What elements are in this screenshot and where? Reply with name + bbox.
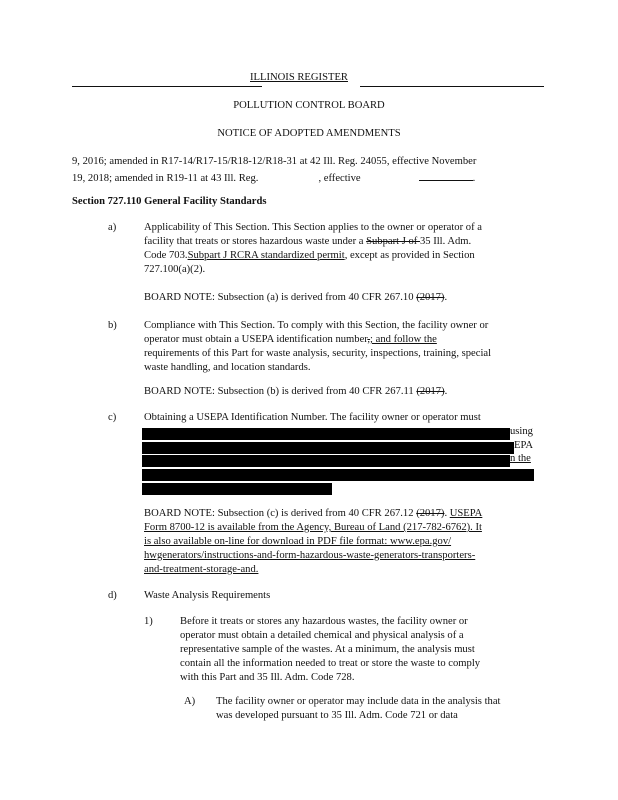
subsection-c-note-line-4: hwgenerators/instructions-and-form-hazardous-waste-generators-transporters-	[144, 550, 476, 561]
paragraph-1-line-5: with this Part and 35 Ill. Adm. Code 728.	[180, 672, 355, 683]
redaction-block-4	[142, 469, 534, 481]
subsection-b-line-4: waste handling, and location standards.	[144, 362, 311, 373]
paragraph-1-line-3: representative sample of the wastes. At a minimum, the analysis must	[180, 644, 475, 655]
subsection-c-fragment-1: using	[510, 426, 533, 437]
redaction-block-5	[142, 483, 332, 495]
header-rule-right	[360, 86, 544, 87]
paragraph-1-line-2: operator must obtain a detailed chemical and physical analysis of a	[180, 630, 464, 641]
board-title: POLLUTION CONTROL BOARD	[233, 100, 385, 111]
register-title: ILLINOIS REGISTER	[250, 72, 348, 83]
effective-date-blank	[419, 170, 473, 181]
subsection-c-line-1: Obtaining a USEPA Identification Number. The facility owner or operator must	[144, 412, 481, 423]
subsection-c-board-note: BOARD NOTE: Subsection (c) is derived from 40 CFR 267.12 (2017). USEPA	[144, 508, 483, 519]
redaction-block-3	[142, 455, 510, 467]
notice-title: NOTICE OF ADOPTED AMENDMENTS	[217, 128, 401, 139]
subparagraph-A-line-1: The facility owner or operator may include data in the analysis that	[216, 696, 501, 707]
subsection-b-line-3: requirements of this Part for waste analysis, security, inspections, training, special	[144, 348, 492, 359]
paragraph-1-label: 1)	[144, 616, 153, 627]
subsection-b-board-note: BOARD NOTE: Subsection (b) is derived from 40 CFR 267.11 (2017).	[144, 386, 448, 397]
subparagraph-A-label: A)	[184, 696, 196, 707]
subsection-a-line-2: facility that treats or stores hazardous waste under a Subpart J of 35 Ill. Adm.	[144, 236, 472, 247]
subsection-b-line-2: operator must obtain a USEPA identification number,; and follow the	[144, 334, 437, 345]
subsection-a-board-note: BOARD NOTE: Subsection (a) is derived from 40 CFR 267.10 (2017).	[144, 292, 448, 303]
section-title: Section 727.110 General Facility Standards	[72, 196, 267, 207]
history-line-2: 19, 2018; amended in R19-11 at 43 Ill. Reg. , effective .	[72, 170, 475, 186]
subsection-d-title: Waste Analysis Requirements	[144, 590, 271, 601]
subparagraph-A-line-2: was developed pursuant to 35 Ill. Adm. Code 721 or data	[216, 710, 458, 721]
subsection-c-label: c)	[108, 412, 117, 423]
subsection-a-label: a)	[108, 222, 117, 233]
subsection-c-note-line-2: Form 8700-12 is available from the Agency, Bureau of Land (217-782-6762). It	[144, 522, 482, 533]
subsection-a-line-1: Applicability of This Section. This Section applies to the owner or operator of a	[144, 222, 482, 233]
subsection-c-note-line-5: and-treatment-storage-and.	[144, 564, 259, 575]
subsection-a-line-3: Code 703.Subpart J RCRA standardized permit, except as provided in Section	[144, 250, 475, 261]
subsection-c-fragment-3: n the	[510, 453, 531, 464]
subsection-b-line-1: Compliance with This Section. To comply with this Section, the facility owner or	[144, 320, 489, 331]
paragraph-1-line-1: Before it treats or stores any hazardous wastes, the facility owner or	[180, 616, 468, 627]
subsection-d-label: d)	[108, 590, 117, 601]
subsection-c-note-line-3: is also available on-line for download in PDF file format: www.epa.gov/	[144, 536, 452, 547]
subsection-b-label: b)	[108, 320, 117, 331]
redaction-block-2	[142, 442, 514, 454]
redaction-block-1	[142, 428, 510, 440]
paragraph-1-line-4: contain all the information needed to treat or store the waste to comply	[180, 658, 481, 669]
subsection-a-line-4: 727.100(a)(2).	[144, 264, 206, 275]
header-rule-left	[72, 86, 262, 87]
subsection-c-fragment-2: EPA	[514, 440, 534, 451]
history-line-1: 9, 2016; amended in R17-14/R17-15/R18-12/R18-31 at 42 Ill. Reg. 24055, effective November	[72, 156, 477, 167]
